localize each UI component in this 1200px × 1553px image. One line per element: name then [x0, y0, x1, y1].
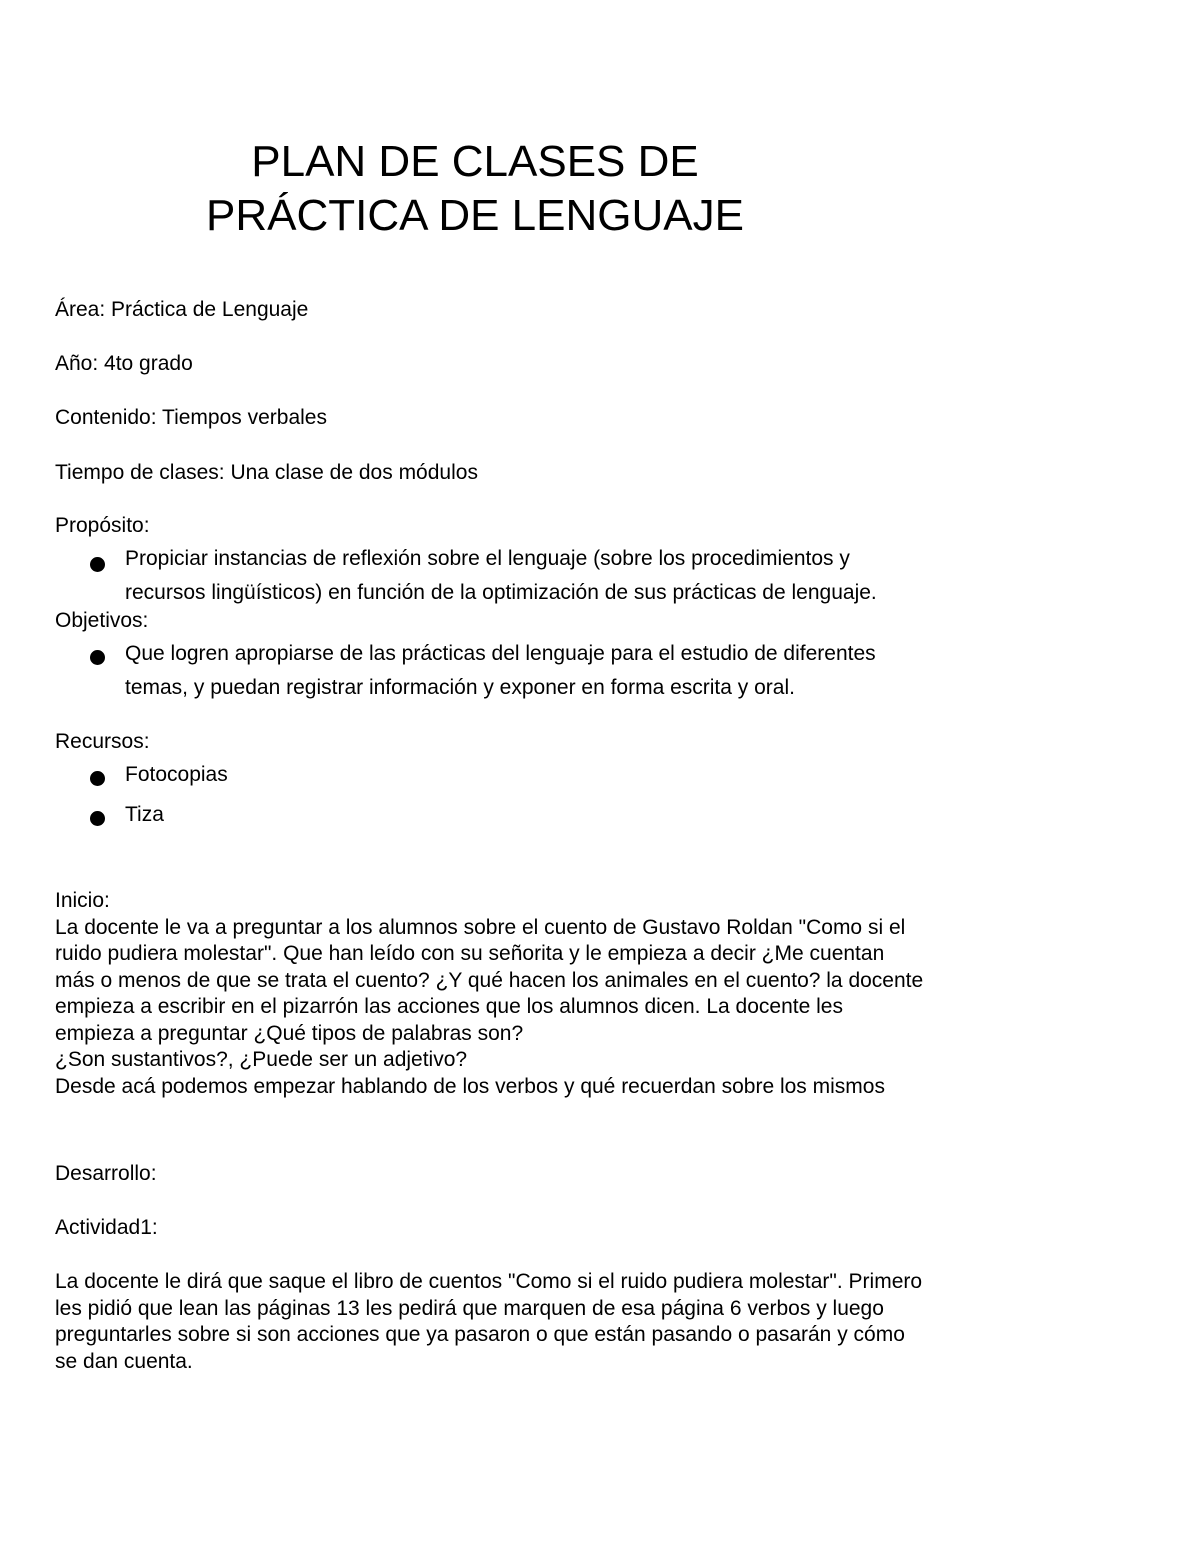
actividad-paragraph — [55, 1269, 1055, 1375]
actividad-line: La docente le dirá que saque el libro de cuentos "Como si el ruido pudiera molestar". Primero — [55, 1270, 923, 1293]
objetivos-item-line-1: Que logren apropiarse de las prácticas del lenguaje para el estudio de diferentes — [125, 642, 876, 665]
bullet-icon — [90, 811, 105, 826]
recursos-label: Recursos: — [55, 730, 150, 753]
inicio-line: más o menos de que se trata el cuento? ¿Y qué hacen los animales en el cuento? la docente — [55, 968, 924, 992]
recursos-item-tiza: Tiza — [125, 803, 164, 826]
proposito-label: Propósito: — [55, 514, 150, 537]
inicio-line: Desde acá podemos empezar hablando de los verbos y qué recuerdan sobre los mismos — [55, 1074, 885, 1098]
inicio-line: ¿Son sustantivos?, ¿Puede ser un adjetivo? — [55, 1048, 468, 1071]
desarrollo-label: Desarrollo: — [55, 1162, 157, 1185]
tiempo-field: Tiempo de clases: Una clase de dos módulos — [55, 461, 478, 484]
actividad-line: preguntarles sobre si son acciones que ya pasaron o que están pasando o pasarán y cómo — [55, 1323, 905, 1346]
actividad-line: se dan cuenta. — [55, 1349, 193, 1373]
actividad-line: les pidió que lean las páginas 13 les pedirá que marquen de esa página 6 verbos y luego — [55, 1296, 884, 1320]
inicio-line: empieza a escribir en el pizarrón las acciones que los alumnos dicen. La docente les — [55, 995, 843, 1018]
title-line-1: PLAN DE CLASES DE — [251, 137, 699, 187]
inicio-label: Inicio: — [55, 889, 110, 912]
proposito-item-line-1: Propiciar instancias de reflexión sobre el lenguaje (sobre los procedimientos y — [125, 547, 850, 570]
inicio-line: ruido pudiera molestar". Que han leído con su señorita y le empieza a decir ¿Me cuentan — [55, 942, 885, 965]
bullet-icon — [90, 650, 105, 665]
recursos-item-fotocopias: Fotocopias — [125, 763, 228, 786]
bullet-icon — [90, 557, 105, 572]
actividad-label: Actividad1: — [55, 1216, 158, 1239]
objetivos-item-line-2: temas, y puedan registrar información y exponer en forma escrita y oral. — [125, 676, 795, 699]
inicio-line: empieza a preguntar ¿Qué tipos de palabras son? — [55, 1021, 524, 1045]
inicio-line: La docente le va a preguntar a los alumnos sobre el cuento de Gustavo Roldan "Como si el — [55, 915, 906, 939]
inicio-section — [55, 888, 1055, 1100]
area-field: Área: Práctica de Lenguaje — [55, 298, 309, 321]
objetivos-label: Objetivos: — [55, 609, 149, 632]
contenido-field: Contenido: Tiempos verbales — [55, 406, 327, 429]
proposito-item-line-2: recursos lingüísticos) en función de la optimización de sus prácticas de lenguaje. — [125, 581, 877, 604]
anio-field: Año: 4to grado — [55, 352, 193, 375]
title-line-2: PRÁCTICA DE LENGUAJE — [206, 191, 744, 241]
page-title — [120, 135, 830, 243]
bullet-icon — [90, 771, 105, 786]
